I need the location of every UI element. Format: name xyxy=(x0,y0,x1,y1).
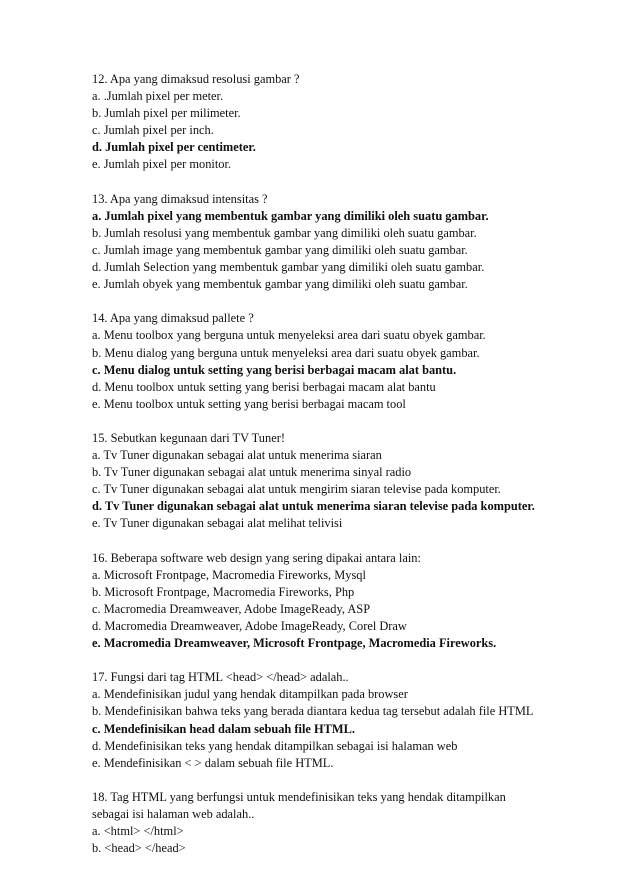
question-text: 17. Fungsi dari tag HTML <head> </head> adalah.. xyxy=(92,670,349,685)
answer-option: a. <html> </html> xyxy=(92,824,184,839)
answer-option: a. .Jumlah pixel per meter. xyxy=(92,89,224,104)
question-text: sebagai isi halaman web adalah.. xyxy=(92,807,255,822)
answer-option: d. Mendefinisikan teks yang hendak ditampilkan sebagai isi halaman web xyxy=(92,738,458,753)
question-text: 12. Apa yang dimaksud resolusi gambar ? xyxy=(92,72,300,86)
answer-option: c. Macromedia Dreamweaver, Adobe ImageReady, ASP xyxy=(92,601,371,616)
answer-option: e. Menu toolbox untuk setting yang berisi berbagai macam tool xyxy=(92,396,406,411)
answer-option-correct: c. Menu dialog untuk setting yang berisi berbagai macam alat bantu. xyxy=(92,362,457,377)
answer-option: b. Jumlah resolusi yang membentuk gambar yang dimiliki oleh suatu gambar. xyxy=(92,225,477,240)
answer-option: b. Jumlah pixel per milimeter. xyxy=(92,106,241,121)
answer-option-correct: e. Macromedia Dreamweaver, Microsoft Frontpage, Macromedia Fireworks. xyxy=(92,636,497,651)
answer-option-correct: d. Tv Tuner digunakan sebagai alat untuk menerima siaran televise pada komputer. xyxy=(92,499,535,514)
answer-option: a. Tv Tuner digunakan sebagai alat untuk menerima siaran xyxy=(92,448,382,463)
answer-option: c. Tv Tuner digunakan sebagai alat untuk mengirim siaran televise pada komputer. xyxy=(92,482,501,497)
answer-option: c. Jumlah image yang membentuk gambar yang dimiliki oleh suatu gambar. xyxy=(92,242,468,257)
question-text: 15. Sebutkan kegunaan dari TV Tuner! xyxy=(92,430,285,445)
answer-option: c. Jumlah pixel per inch. xyxy=(92,123,214,138)
question-block xyxy=(92,71,612,174)
answer-option: a. Mendefinisikan judul yang hendak ditampilkan pada browser xyxy=(92,687,408,702)
answer-option: e. Jumlah obyek yang membentuk gambar yang dimiliki oleh suatu gambar. xyxy=(92,277,468,292)
answer-option: e. Mendefinisikan < > dalam sebuah file HTML. xyxy=(92,755,334,770)
question-text: 16. Beberapa software web design yang sering dipakai antara lain: xyxy=(92,550,421,565)
question-block xyxy=(92,191,612,294)
question-text: 13. Apa yang dimaksud intensitas ? xyxy=(92,191,268,206)
question-block xyxy=(92,430,612,533)
question-block xyxy=(92,789,612,857)
answer-option: b. <head> </head> xyxy=(92,841,186,856)
question-block xyxy=(92,310,612,413)
question-block xyxy=(92,669,612,772)
question-text: 18. Tag HTML yang berfungsi untuk mendefinisikan teks yang hendak ditampilkan xyxy=(92,789,506,804)
question-text: 14. Apa yang dimaksud pallete ? xyxy=(92,311,254,326)
answer-option-correct: a. Jumlah pixel yang membentuk gambar yang dimiliki oleh suatu gambar. xyxy=(92,208,489,223)
answer-option: d. Menu toolbox untuk setting yang berisi berbagai macam alat bantu xyxy=(92,379,436,394)
answer-option: e. Tv Tuner digunakan sebagai alat melihat telivisi xyxy=(92,516,343,531)
answer-option: b. Menu dialog yang berguna untuk menyeleksi area dari suatu obyek gambar. xyxy=(92,345,480,360)
answer-option: a. Microsoft Frontpage, Macromedia Fireworks, Mysql xyxy=(92,567,366,582)
answer-option: e. Jumlah pixel per monitor. xyxy=(92,157,232,172)
answer-option: b. Mendefinisikan bahwa teks yang berada diantara kedua tag tersebut adalah file HTML xyxy=(92,704,534,719)
answer-option: b. Microsoft Frontpage, Macromedia Fireworks, Php xyxy=(92,584,355,599)
answer-option-correct: c. Mendefinisikan head dalam sebuah file HTML. xyxy=(92,721,355,736)
answer-option: a. Menu toolbox yang berguna untuk menyeleksi area dari suatu obyek gambar. xyxy=(92,328,486,343)
answer-option-correct: d. Jumlah pixel per centimeter. xyxy=(92,140,256,155)
question-block xyxy=(92,550,612,653)
question-list xyxy=(92,71,612,874)
answer-option: b. Tv Tuner digunakan sebagai alat untuk menerima sinyal radio xyxy=(92,465,412,480)
answer-option: d. Macromedia Dreamweaver, Adobe ImageReady, Corel Draw xyxy=(92,619,407,633)
answer-option: d. Jumlah Selection yang membentuk gambar yang dimiliki oleh suatu gambar. xyxy=(92,260,485,275)
